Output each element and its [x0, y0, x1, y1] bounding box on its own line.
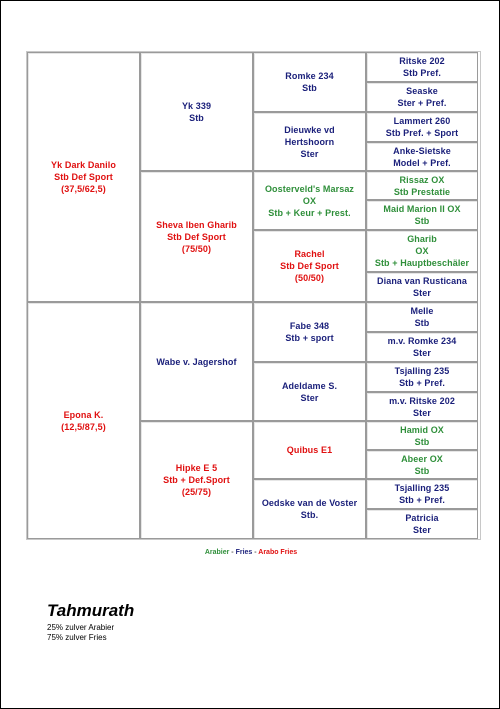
- horse-name: Tsjalling 235: [394, 483, 450, 493]
- horse-blood-share: (25/75): [181, 487, 212, 497]
- pedigree-sss: [253, 52, 366, 112]
- horse-name: Abeer OX: [401, 453, 443, 464]
- horse-name: Fabe 348: [289, 321, 330, 331]
- horse-registration: Stb + Hauptbeschäler: [374, 258, 470, 268]
- horse-registration: Stb Pref.: [403, 68, 441, 78]
- fries-percentage: 75% zulver Fries: [47, 633, 107, 642]
- horse-registration: Stb + Pref.: [399, 495, 445, 505]
- horse-breed: OX: [302, 195, 317, 206]
- horse-registration: Stb.: [300, 510, 319, 520]
- pedigree-dam-sire: [140, 302, 253, 421]
- pedigree-g4-cell: [366, 230, 478, 272]
- horse-name: m.v. Ritske 202: [389, 395, 455, 406]
- horse-name: Romke 234: [285, 71, 334, 81]
- pedigree-g4-cell: [366, 450, 478, 479]
- horse-title: Tahmurath: [47, 601, 135, 620]
- horse-name: Yk 339: [181, 100, 212, 111]
- pedigree-sire-dam: [140, 171, 253, 302]
- legend-separator: -: [229, 549, 236, 556]
- horse-name: Tsjalling 235: [394, 366, 450, 376]
- pedigree-g4-cell: [366, 52, 478, 82]
- pedigree-g4-cell: [366, 82, 478, 112]
- horse-registration: Ster: [413, 288, 431, 298]
- pedigree-dsd: [253, 362, 366, 421]
- horse-registration: Stb Prestatie: [393, 186, 451, 197]
- arabier-percentage: 25% zulver Arabier: [47, 623, 115, 632]
- pedigree-g4-cell: [366, 479, 478, 509]
- horse-registration: Ster: [413, 348, 431, 358]
- pedigree-g4-cell: [366, 392, 478, 421]
- horse-registration: Stb: [414, 318, 430, 328]
- horse-name: Yk Dark Danilo: [51, 160, 116, 170]
- legend-separator: -: [252, 549, 259, 556]
- horse-registration: Stb Def Sport: [54, 172, 113, 182]
- horse-registration: Ster: [300, 148, 319, 159]
- horse-blood-share: (50/50): [294, 273, 325, 283]
- pedigree-g4-cell: [366, 332, 478, 362]
- horse-name: Melle: [410, 306, 434, 316]
- horse-name: Epona K.: [63, 409, 104, 420]
- horse-registration: Stb: [414, 436, 430, 447]
- horse-registration: Ster: [300, 392, 319, 403]
- horse-name: Sheva Iben Gharib: [156, 219, 237, 230]
- pedigree-g4-cell: [366, 112, 478, 142]
- horse-blood-share: (75/50): [181, 243, 212, 254]
- horse-name: Maid Marion II OX: [383, 204, 461, 214]
- horse-name: Seaske: [406, 86, 438, 96]
- pedigree-g4-cell: [366, 421, 478, 450]
- horse-registration: Ster: [413, 407, 431, 418]
- horse-name-cont: Hertshoorn: [284, 136, 335, 147]
- horse-name: Rissaz OX: [399, 174, 445, 185]
- pedigree-sire-sire: [140, 52, 253, 171]
- horse-name: Oosterveld's Marsaz: [264, 183, 355, 194]
- horse-registration: Ster: [413, 525, 431, 535]
- pedigree-g4-cell: [366, 302, 478, 332]
- horse-registration: Stb: [414, 216, 430, 226]
- pedigree-ddd: [253, 479, 366, 539]
- pedigree-sire: [27, 52, 140, 302]
- horse-blood-share: (12,5/87,5): [61, 421, 106, 432]
- horse-registration: Stb + Def.Sport: [163, 475, 230, 485]
- horse-registration: Model + Pref.: [393, 157, 451, 168]
- horse-name: Adeldame S.: [281, 380, 338, 391]
- horse-registration: Stb: [414, 465, 430, 476]
- horse-registration: Stb: [302, 83, 317, 93]
- horse-name: Hamid OX: [400, 424, 444, 435]
- pedigree-g4-cell: [366, 171, 478, 200]
- legend-arabo-fries: Arabo Fries: [258, 549, 298, 556]
- pedigree-dam: [27, 302, 140, 539]
- legend-arabier: Arabier: [204, 549, 230, 556]
- horse-name: Ritske 202: [399, 56, 445, 66]
- color-legend: [1, 549, 500, 556]
- horse-registration: Stb + Keur + Prest.: [268, 207, 351, 218]
- horse-blood-share: (37,5/62,5): [61, 184, 106, 194]
- pedigree-g4-cell: [366, 272, 478, 302]
- horse-registration: Stb: [189, 112, 204, 123]
- pedigree-sdd: [253, 230, 366, 302]
- horse-registration: Stb + Pref.: [399, 378, 445, 388]
- horse-registration: Ster + Pref.: [397, 98, 447, 108]
- pedigree-dds: [253, 421, 366, 479]
- pedigree-table: [26, 51, 481, 540]
- pedigree-dam-dam: [140, 421, 253, 539]
- pedigree-g4-cell: [366, 142, 478, 171]
- horse-name: Gharib: [407, 234, 437, 244]
- horse-name: Diana van Rusticana: [377, 276, 467, 286]
- horse-registration: Stb Pref. + Sport: [385, 128, 459, 138]
- horse-registration: Stb + sport: [285, 333, 334, 343]
- pedigree-sds: [253, 171, 366, 230]
- pedigree-g4-cell: [366, 362, 478, 392]
- horse-name: Oedske van de Voster: [261, 498, 358, 508]
- horse-name: Hipke E 5: [175, 463, 218, 473]
- horse-name: Anke-Sietske: [393, 145, 451, 156]
- pedigree-dss: [253, 302, 366, 362]
- horse-name: Dieuwke vd: [284, 124, 335, 135]
- horse-name: Lammert 260: [393, 116, 451, 126]
- horse-name: m.v. Romke 234: [387, 336, 457, 346]
- horse-name: Quibus E1: [286, 445, 333, 455]
- legend-fries: Fries: [235, 549, 253, 556]
- horse-name: Patricia: [405, 513, 439, 523]
- horse-registration: Stb Def Sport: [280, 261, 339, 271]
- pedigree-ssd: [253, 112, 366, 171]
- horse-name: Wabe v. Jagershof: [156, 356, 237, 367]
- horse-registration: Stb Def Sport: [167, 231, 226, 242]
- pedigree-g4-cell: [366, 200, 478, 230]
- pedigree-g4-cell: [366, 509, 478, 539]
- horse-breed: OX: [415, 246, 429, 256]
- horse-name: Rachel: [294, 249, 325, 259]
